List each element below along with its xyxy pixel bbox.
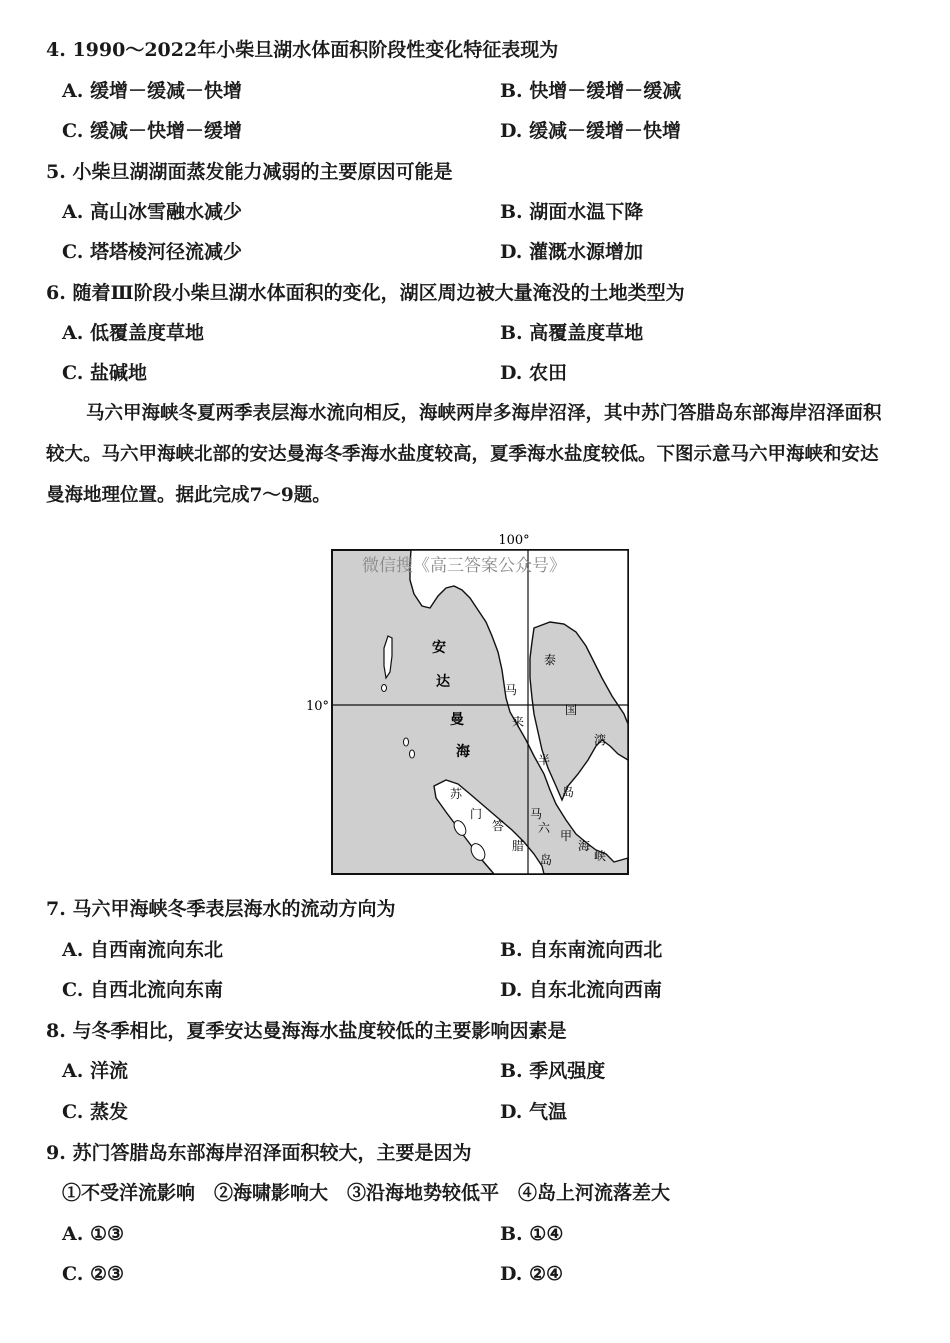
q9-option-d[interactable]: D. ②④: [500, 1263, 564, 1285]
gulf-char: 湾: [594, 733, 607, 747]
sea-char: 曼: [450, 712, 464, 728]
question-5-stem: 5. 小柴旦湖湖面蒸发能力减弱的主要原因可能是: [46, 161, 453, 183]
q4-option-c[interactable]: C. 缓减－快增－缓增: [62, 120, 243, 142]
intro-line-1: 马六甲海峡冬夏两季表层海水流向相反，海峡两岸多海岸沼泽，其中苏门答腊岛东部海岸沼泽面积: [86, 403, 882, 424]
q4-option-b[interactable]: B. 快增－缓增－缓减: [500, 80, 682, 102]
sumatra-char: 腊: [512, 839, 525, 853]
q8-option-d[interactable]: D. 气温: [500, 1101, 568, 1123]
strait-char: 峡: [594, 849, 607, 863]
question-6-stem: 6. 随着Ⅲ阶段小柴旦湖水体面积的变化，湖区周边被大量淹没的土地类型为: [46, 282, 685, 304]
q8-option-b[interactable]: B. 季风强度: [500, 1060, 606, 1082]
q4-option-d[interactable]: D. 缓减－缓增－快增: [500, 120, 682, 142]
question-4-stem: 4. 1990～2022年小柴旦湖水体面积阶段性变化特征表现为: [46, 39, 559, 61]
q7-option-c[interactable]: C. 自西北流向东南: [62, 979, 224, 1001]
q5-option-a[interactable]: A. 高山冰雪融水减少: [62, 201, 242, 223]
peninsula-char: 半: [538, 753, 551, 767]
q8-option-c[interactable]: C. 蒸发: [62, 1101, 129, 1123]
question-9-stem: 9. 苏门答腊岛东部海岸沼泽面积较大，主要是因为: [46, 1142, 472, 1164]
small-island: [382, 685, 387, 692]
sumatra-char: 答: [492, 819, 505, 833]
q9-option-a[interactable]: A. ①③: [62, 1223, 125, 1245]
strait-char: 六: [538, 821, 551, 835]
latitude-label: 10°: [306, 699, 330, 714]
q5-option-b[interactable]: B. 湖面水温下降: [500, 201, 644, 223]
strait-map: [306, 528, 636, 880]
sea-char: 达: [436, 674, 450, 690]
map-svg: [306, 528, 636, 880]
q7-option-d[interactable]: D. 自东北流向西南: [500, 979, 663, 1001]
q6-option-b[interactable]: B. 高覆盖度草地: [500, 322, 644, 344]
nicobar-island: [404, 738, 409, 746]
gulf-char: 泰: [544, 653, 557, 667]
q7-option-b[interactable]: B. 自东南流向西北: [500, 939, 663, 961]
q7-option-a[interactable]: A. 自西南流向东北: [62, 939, 223, 961]
strait-char: 甲: [560, 829, 573, 843]
sumatra-char: 岛: [540, 853, 553, 867]
strait-char: 海: [578, 839, 591, 853]
watermark: 微信搜《高三答案公众号》: [362, 556, 566, 576]
gulf-char: 国: [565, 703, 578, 717]
q6-option-d[interactable]: D. 农田: [500, 362, 568, 384]
q5-option-c[interactable]: C. 塔塔棱河径流减少: [62, 241, 243, 263]
sumatra-char: 门: [470, 807, 483, 821]
longitude-label: 100°: [498, 533, 530, 548]
peninsula-char: 岛: [562, 785, 575, 799]
q6-option-a[interactable]: A. 低覆盖度草地: [62, 322, 204, 344]
q9-option-b[interactable]: B. ①④: [500, 1223, 564, 1245]
peninsula-char: 来: [512, 715, 525, 729]
sea-char: 安: [432, 640, 446, 656]
q9-statements: ①不受洋流影响 ②海啸影响大 ③沿海地势较低平 ④岛上河流落差大: [62, 1182, 671, 1204]
intro-line-2: 较大。马六甲海峡北部的安达曼海冬季海水盐度较高，夏季海水盐度较低。下图示意马六甲海峡和安达: [46, 444, 879, 465]
q4-option-a[interactable]: A. 缓增－缓减－快增: [62, 80, 242, 102]
peninsula-char: 马: [505, 683, 518, 697]
strait-char: 马: [530, 807, 543, 821]
nicobar-island: [410, 750, 415, 758]
q5-option-d[interactable]: D. 灌溉水源增加: [500, 241, 644, 263]
sumatra-char: 苏: [450, 787, 463, 801]
intro-line-3: 曼海地理位置。据此完成7～9题。: [46, 485, 331, 506]
question-7-stem: 7. 马六甲海峡冬季表层海水的流动方向为: [46, 898, 396, 920]
q6-option-c[interactable]: C. 盐碱地: [62, 362, 148, 384]
question-8-stem: 8. 与冬季相比，夏季安达曼海海水盐度较低的主要影响因素是: [46, 1020, 567, 1042]
sea-char: 海: [456, 744, 470, 760]
q8-option-a[interactable]: A. 洋流: [62, 1060, 128, 1082]
q9-option-c[interactable]: C. ②③: [62, 1263, 125, 1285]
